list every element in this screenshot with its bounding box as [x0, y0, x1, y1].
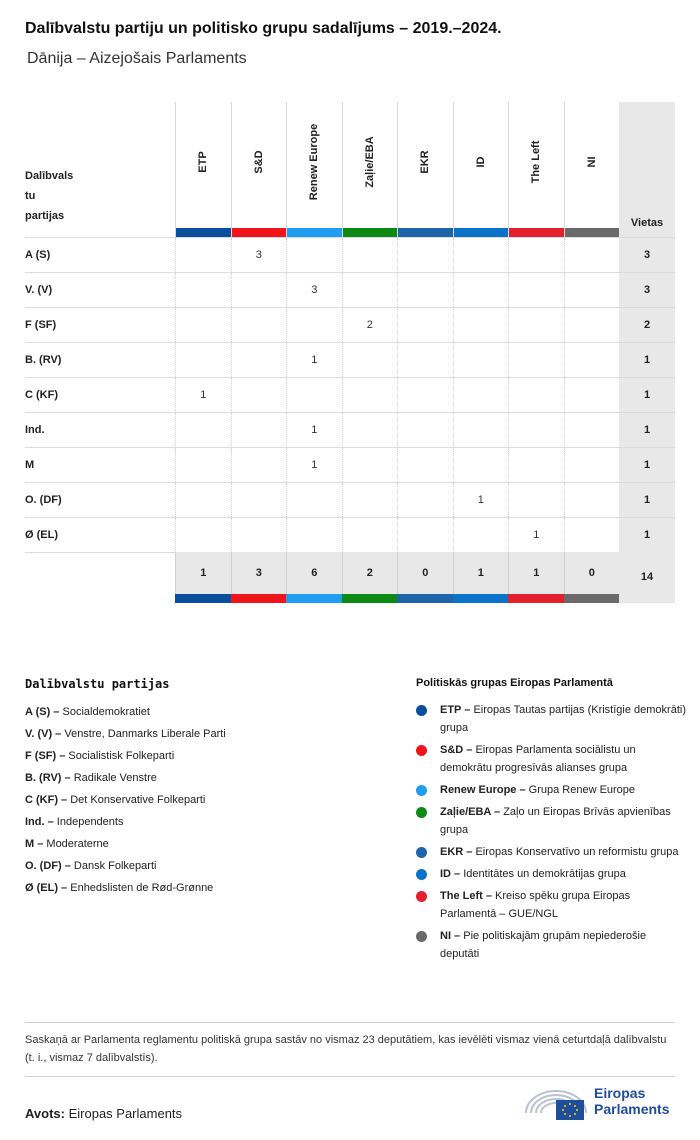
seat-cell [342, 238, 398, 272]
party-code: O. (DF) [25, 494, 62, 506]
row-total: 1 [619, 483, 675, 518]
party-code: B. (RV) [25, 354, 62, 366]
group-color-dot-icon [416, 745, 427, 756]
seat-cell [397, 238, 453, 272]
seat-cell [508, 273, 564, 307]
table-row [25, 237, 675, 272]
seat-cell [508, 483, 564, 517]
seat-cell [286, 483, 342, 517]
group-column-header [342, 102, 398, 237]
seat-cell [342, 448, 398, 482]
group-color-bar [397, 594, 453, 603]
party-legend-item: Ø (EL) – Enhedslisten de Rød-Grønne [25, 882, 214, 894]
seat-cell [508, 378, 564, 412]
seat-cell [508, 413, 564, 447]
ep-logo [522, 1083, 682, 1123]
group-label: ETP [197, 151, 210, 173]
seat-cell [231, 273, 287, 307]
group-column-header [231, 102, 287, 237]
party-legend-item: F (SF) – Socialistisk Folkeparti [25, 750, 175, 762]
seat-cell [175, 483, 231, 517]
group-color-bar [398, 228, 453, 237]
party-code: Ind. [25, 424, 45, 436]
party-code: C (KF) [25, 389, 58, 401]
seat-cell [231, 448, 287, 482]
seat-cell [231, 518, 287, 552]
logo-text: Eiropas Parlaments [594, 1085, 670, 1117]
group-legend-item: EKR – Eiropas Konservatīvo un reformistu grupa [416, 843, 686, 861]
seat-cell [397, 378, 453, 412]
seat-cell [453, 518, 509, 552]
group-label: The Left [530, 140, 543, 184]
group-color-bar [508, 594, 564, 603]
seat-cell [564, 308, 620, 342]
group-color-bar [287, 228, 342, 237]
group-label: EKR [419, 150, 432, 174]
group-column-header [564, 102, 620, 237]
seat-cell [286, 238, 342, 272]
seat-cell [342, 343, 398, 377]
group-legend-item: Renew Europe – Grupa Renew Europe [416, 781, 686, 799]
group-color-dot-icon [416, 785, 427, 796]
party-legend-item: M – Moderaterne [25, 838, 109, 850]
seat-cell [231, 343, 287, 377]
row-total: 3 [619, 273, 675, 308]
seat-cell [397, 518, 453, 552]
seat-cell [564, 378, 620, 412]
seat-cell [564, 343, 620, 377]
seat-cell [453, 378, 509, 412]
group-color-bar [342, 594, 398, 603]
seat-cell [453, 273, 509, 307]
group-color-bar [286, 594, 342, 603]
seat-cell [342, 518, 398, 552]
seat-cell: 2 [342, 308, 398, 342]
group-total: 3 [231, 552, 287, 594]
group-color-dot-icon [416, 891, 427, 902]
seat-cell [564, 483, 620, 517]
group-color-dot-icon [416, 705, 427, 716]
group-column-header [175, 102, 231, 237]
group-total: 6 [286, 552, 342, 594]
party-legend-item: O. (DF) – Dansk Folkeparti [25, 860, 157, 872]
seat-cell [286, 378, 342, 412]
page-subtitle: Dānija – Aizejošais Parlaments [27, 50, 247, 67]
source-line [25, 1106, 182, 1121]
seat-cell [453, 308, 509, 342]
party-code: V. (V) [25, 284, 53, 296]
seat-cell [175, 413, 231, 447]
seat-cell [564, 518, 620, 552]
seat-cell [231, 378, 287, 412]
party-code: M [25, 459, 35, 471]
seat-cell [508, 343, 564, 377]
group-column-header [286, 102, 342, 237]
seat-cell [564, 413, 620, 447]
group-color-bar [564, 594, 620, 603]
seat-cell [397, 308, 453, 342]
source-label: Avots: [25, 1106, 65, 1121]
seat-cell [342, 378, 398, 412]
seat-cell [397, 413, 453, 447]
group-total: 1 [175, 552, 231, 594]
seat-cell [508, 448, 564, 482]
seat-cell [175, 343, 231, 377]
group-color-dot-icon [416, 847, 427, 858]
seat-cell: 1 [453, 483, 509, 517]
seat-cell [231, 483, 287, 517]
group-color-dot-icon [416, 869, 427, 880]
seat-cell [342, 273, 398, 307]
group-column-header [397, 102, 453, 237]
party-column-header: Dalībvals tu partijas [25, 170, 74, 222]
seat-cell [453, 238, 509, 272]
seat-cell [453, 343, 509, 377]
seat-cell [175, 518, 231, 552]
group-color-bar [232, 228, 287, 237]
seat-cell: 1 [175, 378, 231, 412]
group-total: 0 [397, 552, 453, 594]
group-label: ID [474, 156, 487, 168]
seats-column-header: Vietas [619, 102, 675, 237]
table-row [25, 342, 675, 377]
group-column-header [453, 102, 509, 237]
seat-cell [342, 483, 398, 517]
seat-cell [564, 448, 620, 482]
group-label: Zaļie/EBA [363, 136, 376, 188]
table-totals-row [25, 552, 675, 603]
hemicycle-icon [522, 1083, 590, 1123]
row-total: 1 [619, 448, 675, 483]
group-total: 1 [508, 552, 564, 594]
seat-cell [397, 448, 453, 482]
seat-cell [397, 483, 453, 517]
group-legend-item: S&D – Eiropas Parlamenta sociālistu un demokrātu progresīvās alianses grupa [416, 741, 686, 777]
seat-cell [175, 238, 231, 272]
group-total: 0 [564, 552, 620, 594]
seat-cell [453, 413, 509, 447]
seat-cell [564, 238, 620, 272]
seat-cell [508, 308, 564, 342]
group-label: Renew Europe [308, 123, 321, 201]
seat-cell [397, 343, 453, 377]
row-total: 1 [619, 518, 675, 553]
group-color-bar [565, 228, 620, 237]
group-label: S&D [252, 150, 265, 174]
seat-cell [342, 413, 398, 447]
row-total: 1 [619, 378, 675, 413]
party-code: A (S) [25, 249, 51, 261]
row-total: 1 [619, 343, 675, 378]
group-legend-item: NI – Pie politiskajām grupām nepiederošie deputāti [416, 927, 686, 963]
group-color-bar [343, 228, 398, 237]
party-legend-item: C (KF) – Det Konservative Folkeparti [25, 794, 206, 806]
party-code: F (SF) [25, 319, 57, 331]
group-color-bar [453, 594, 509, 603]
seat-cell: 3 [286, 273, 342, 307]
group-color-dot-icon [416, 931, 427, 942]
group-legend-item: ETP – Eiropas Tautas partijas (Kristīgie demokrāti) grupa [416, 701, 686, 737]
seat-cell [175, 273, 231, 307]
party-legend-item: A (S) – Socialdemokratiet [25, 706, 150, 718]
group-total: 2 [342, 552, 398, 594]
party-legend [25, 677, 385, 899]
group-legend [416, 677, 686, 967]
seat-cell [508, 238, 564, 272]
group-color-bar [231, 594, 287, 603]
seat-cell: 3 [231, 238, 287, 272]
group-color-bar [176, 228, 231, 237]
seat-cell: 1 [508, 518, 564, 552]
seat-cell [564, 273, 620, 307]
group-legend-item: Zaļie/EBA – Zaļo un Eiropas Brīvās apvienības grupa [416, 803, 686, 839]
group-legend-item: ID – Identitātes un demokrātijas grupa [416, 865, 686, 883]
seat-cell [231, 413, 287, 447]
seat-cell: 1 [286, 343, 342, 377]
row-total: 3 [619, 238, 675, 273]
row-total: 1 [619, 413, 675, 448]
party-legend-item: V. (V) – Venstre, Danmarks Liberale Parti [25, 728, 226, 740]
seat-cell: 1 [286, 448, 342, 482]
group-legend-title: Politiskās grupas Eiropas Parlamentā [416, 677, 613, 689]
table-row [25, 447, 675, 482]
table-row [25, 307, 675, 342]
party-legend-title: Dalībvalstu partijas [25, 677, 170, 691]
group-legend-item: The Left – Kreiso spēku grupa Eiropas Parlamentā – GUE/NGL [416, 887, 686, 923]
seat-cell [453, 448, 509, 482]
group-color-dot-icon [416, 807, 427, 818]
table-row [25, 517, 675, 552]
group-color-bar [509, 228, 564, 237]
party-legend-item: Ind. – Independents [25, 816, 124, 828]
table-row [25, 272, 675, 307]
group-column-header [508, 102, 564, 237]
table-row [25, 377, 675, 412]
page-title: Dalībvalstu partiju un politisko grupu sadalījums – 2019.–2024. [25, 20, 502, 37]
footnote: Saskaņā ar Parlamenta reglamentu politiskā grupa sastāv no vismaz 23 deputātiem, kas ievēlēti vismaz vienā ceturtdaļā dalībvalstu (t. i., vismaz 7 dalībvalstīs). [25, 1022, 675, 1077]
table-row [25, 482, 675, 517]
table-row [25, 412, 675, 447]
seat-cell [286, 518, 342, 552]
seat-cell [175, 308, 231, 342]
group-color-bar [175, 594, 231, 603]
seat-cell [397, 273, 453, 307]
party-code: Ø (EL) [25, 529, 58, 541]
party-legend-item: B. (RV) – Radikale Venstre [25, 772, 157, 784]
seat-cell [231, 308, 287, 342]
group-color-bar [454, 228, 509, 237]
seat-cell: 1 [286, 413, 342, 447]
grand-total: 14 [619, 552, 675, 603]
group-total: 1 [453, 552, 509, 594]
seat-cell [286, 308, 342, 342]
source-value: Eiropas Parlaments [68, 1106, 183, 1121]
table-body [25, 237, 675, 553]
seat-cell [175, 448, 231, 482]
row-total: 2 [619, 308, 675, 343]
group-label: NI [585, 156, 598, 168]
